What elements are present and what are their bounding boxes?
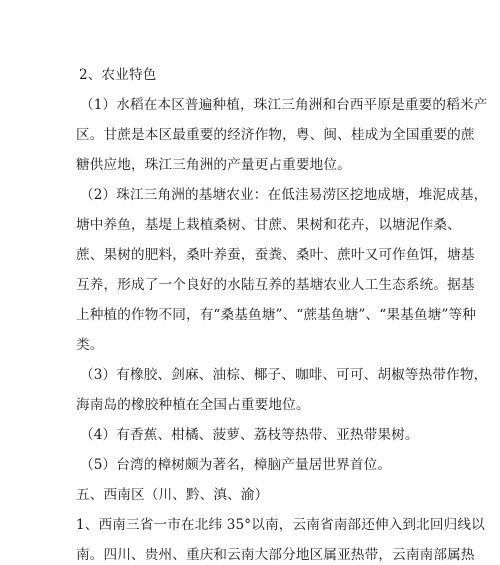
paragraph-line: （2）珠江三角洲的基塘农业：在低洼易涝区挖地成塘，堆泥成基， xyxy=(80,187,488,203)
paragraph-line: 糖供应地，珠江三角洲的产量更占重要地位。 xyxy=(76,157,351,173)
paragraph-line: （5）台湾的樟树颇为著名，樟脑产量居世界首位。 xyxy=(80,457,392,473)
paragraph-line: 塘中养鱼，基堤上栽植桑树、甘蔗、果树和花卉，以塘泥作桑、 xyxy=(76,217,461,233)
paragraph-line: 海南岛的橡胶种植在全国占重要地位。 xyxy=(76,397,310,413)
paragraph-line: 南。四川、贵州、重庆和云南大部分地区属亚热带，云南南部属热 xyxy=(76,547,475,563)
paragraph-line: 蔗、果树的肥料，桑叶养蚕，蚕粪、桑叶、蔗叶又可作鱼饵，塘基 xyxy=(76,247,475,263)
paragraph-line: （3）有橡胶、剑麻、油棕、椰子、咖啡、可可、胡椒等热带作物， xyxy=(80,367,488,383)
paragraph-line: 互养，形成了一个良好的水陆互养的基塘农业人工生态系统。据基 xyxy=(76,277,475,293)
paragraph-line: （4）有香蕉、柑橘、菠萝、荔枝等热带、亚热带果树。 xyxy=(80,427,419,443)
paragraph-line: （1）水稻在本区普遍种植，珠江三角洲和台西平原是重要的稻米产 xyxy=(80,97,488,113)
paragraph-line: 类。 xyxy=(76,337,104,353)
paragraph-line: 上种植的作物不同，有“桑基鱼塘”、“蔗基鱼塘”、“果基鱼塘”等种 xyxy=(76,307,476,323)
paragraph-line: 区。甘蔗是本区最重要的经济作物，粤、闽、桂成为全国重要的蔗 xyxy=(76,127,475,143)
section-heading-agriculture: 2、农业特色 xyxy=(79,67,157,83)
paragraph-line: 1、西南三省一市在北纬 35°以南，云南省南部还伸入到北回归线以 xyxy=(76,517,485,533)
section-heading-southwest: 五、西南区（川、黔、滇、渝） xyxy=(76,487,269,503)
